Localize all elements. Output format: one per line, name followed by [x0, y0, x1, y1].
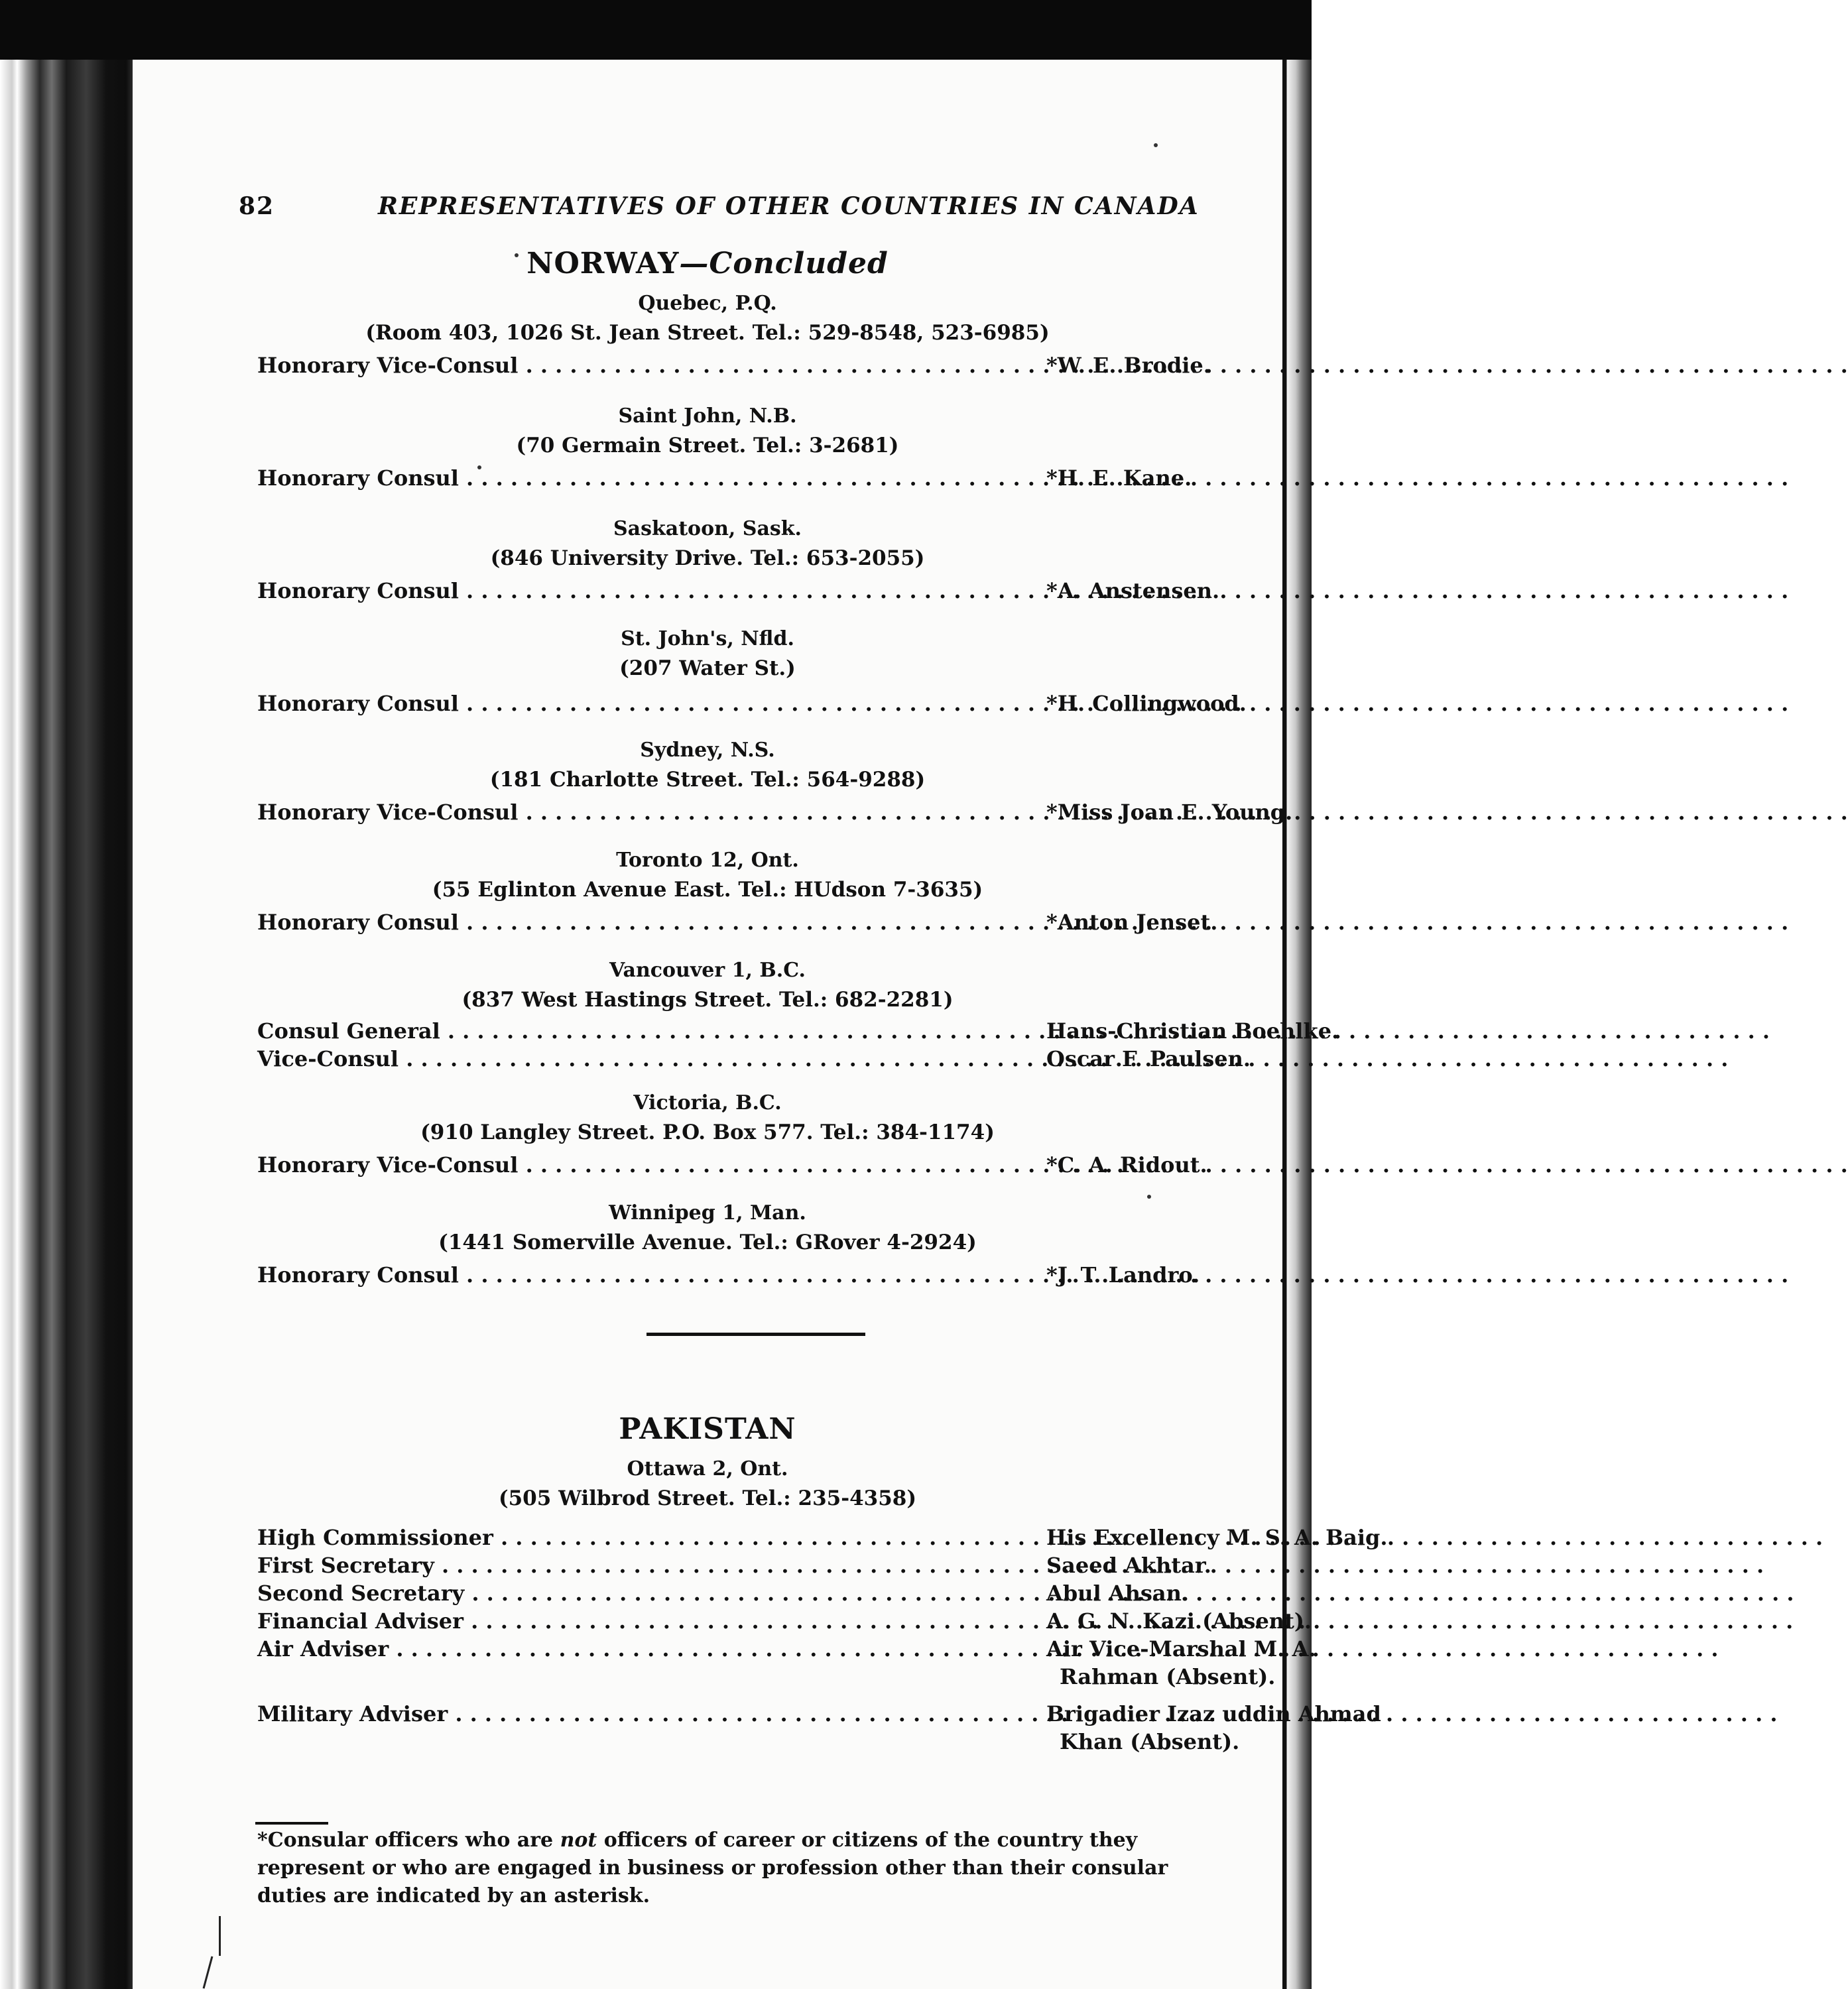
running-title: REPRESENTATIVES OF OTHER COUNTRIES IN CANADA: [378, 192, 1200, 220]
address-line: (505 Wilbrod Street. Tel.: 235-4358): [498, 1486, 917, 1510]
city-heading: Sydney, N.S.: [640, 739, 775, 762]
address-line: (Room 403, 1026 St. Jean Street. Tel.: 529-8548, 523-6985): [365, 321, 1050, 345]
concluded-label: —Concluded: [679, 247, 889, 280]
representative-row: [257, 465, 1239, 495]
position-title: Honorary Consul . . .: [257, 691, 1020, 716]
position-title: Military Adviser . . .: [257, 1701, 1020, 1726]
document-page: [133, 60, 1388, 1989]
representative-name: *Miss Joan E. Young.: [1046, 800, 1293, 825]
position-title: First Secretary . . .: [257, 1553, 1020, 1578]
representative-row: [257, 1046, 1251, 1075]
scan-mark: [219, 1916, 221, 1956]
scan-speck: [477, 465, 481, 469]
representative-row: [257, 1636, 1316, 1665]
city-heading: Winnipeg 1, Man.: [609, 1201, 806, 1225]
representative-name: His Excellency M. S. A. Baig.: [1046, 1525, 1388, 1550]
representative-name-continued: Rahman (Absent).: [1060, 1664, 1276, 1689]
position-title: Honorary Consul . . .: [257, 578, 1020, 603]
representative-row: [257, 1581, 1239, 1610]
position-title: Honorary Vice-Consul . . .: [257, 353, 1020, 378]
section-divider: [647, 1333, 865, 1336]
representative-row: [257, 1701, 1381, 1730]
representative-row: [257, 578, 1239, 607]
representative-name: *A. Anstensen.: [1046, 578, 1220, 603]
position-title: Honorary Vice-Consul . . .: [257, 1152, 1020, 1177]
representative-row: [257, 691, 1247, 720]
scan-speck: [515, 253, 519, 257]
address-line: (837 West Hastings Street. Tel.: 682-2281): [462, 988, 954, 1012]
country-name: NORWAY: [526, 247, 680, 280]
address-line: (181 Charlotte Street. Tel.: 564-9288): [489, 768, 926, 792]
position-title: Honorary Consul . . .: [257, 1262, 1020, 1288]
address-line: (55 Eglinton Avenue East. Tel.: HUdson 7-3635): [432, 878, 983, 902]
footnote-emphasis: not: [560, 1829, 597, 1852]
representative-row: [257, 800, 1293, 829]
position-title: Honorary Vice-Consul . . .: [257, 800, 1020, 825]
representative-name-continued: Khan (Absent).: [1060, 1729, 1240, 1754]
representative-name: Brigadier Izaz uddin Ahmad: [1046, 1701, 1381, 1726]
address-line: (910 Langley Street. P.O. Box 577. Tel.: 384-1174): [420, 1120, 995, 1144]
scan-top-border: [0, 0, 1312, 60]
page-number: 82: [239, 192, 275, 220]
scan-speck: [1154, 143, 1158, 147]
representative-row: [257, 353, 1239, 382]
representative-row: [257, 910, 1239, 939]
representative-name: Oscar F. Paulsen.: [1046, 1046, 1251, 1071]
city-heading: Toronto 12, Ont.: [616, 849, 799, 872]
city-heading: Vancouver 1, B.C.: [609, 959, 806, 982]
representative-name: A. G. N. Kazi (Absent).: [1046, 1608, 1312, 1634]
representative-name: Saeed Akhtar.: [1046, 1553, 1211, 1578]
footnote-rule: [255, 1822, 328, 1825]
position-title: Air Adviser . . .: [257, 1636, 1020, 1661]
position-title: Honorary Consul . . .: [257, 910, 1020, 935]
address-line: (1441 Somerville Avenue. Tel.: GRover 4-2924): [438, 1231, 977, 1254]
representative-name: *C. A. Ridout.: [1046, 1152, 1207, 1177]
city-heading: St. John's, Nfld.: [621, 627, 794, 650]
position-title: Vice-Consul . . .: [257, 1046, 1020, 1071]
city-heading: Quebec, P.Q.: [638, 292, 777, 315]
representative-name: Air Vice-Marshal M. A.: [1046, 1636, 1316, 1661]
scan-binding-edge: [0, 60, 133, 1989]
representative-row-continued: [257, 1664, 1276, 1693]
footnote: [257, 1827, 1239, 1910]
representative-row: [257, 1018, 1339, 1048]
representative-name: *W. E. Brodie.: [1046, 353, 1211, 378]
city-heading: Ottawa 2, Ont.: [627, 1457, 788, 1480]
city-heading: Saint John, N.B.: [618, 404, 797, 428]
position-title: High Commissioner . . .: [257, 1525, 1020, 1550]
position-title: Financial Adviser . . .: [257, 1608, 1020, 1634]
scan-speck: [1147, 1195, 1151, 1199]
representative-row: [257, 1152, 1239, 1181]
footnote-text: *Consular officers who are: [257, 1829, 560, 1852]
position-title: Second Secretary . . .: [257, 1581, 1020, 1606]
address-line: (70 Germain Street. Tel.: 3-2681): [516, 434, 899, 457]
footnote-text: officers of career or citizens of the country they represent or who are engaged in business or profession other than their consular duties are indicated by an asterisk.: [257, 1829, 1168, 1907]
city-heading: Victoria, B.C.: [633, 1091, 782, 1115]
address-line: (846 University Drive. Tel.: 653-2055): [490, 546, 925, 570]
address-line: (207 Water St.): [619, 656, 796, 680]
representative-name: *Anton Jenset.: [1046, 910, 1218, 935]
representative-row-continued: [257, 1729, 1239, 1758]
running-header: [239, 192, 1247, 232]
representative-row: [257, 1525, 1388, 1554]
representative-row: [257, 1608, 1312, 1638]
country-heading-norway: [133, 247, 1282, 280]
city-heading: Saskatoon, Sask.: [613, 517, 802, 540]
position-title: Consul General . . .: [257, 1018, 1020, 1044]
representative-row: [257, 1262, 1239, 1292]
scan-mark: [203, 1956, 214, 1988]
position-title: Honorary Consul . . .: [257, 465, 1020, 491]
representative-name: *H. Collingwood.: [1046, 691, 1247, 716]
representative-name: *J. T. Landro.: [1046, 1262, 1200, 1288]
representative-name: Abul Ahsan.: [1046, 1581, 1190, 1606]
representative-name: Hans-Christian Boehlke.: [1046, 1018, 1339, 1044]
representative-name: *H. E. Kane.: [1046, 465, 1192, 491]
representative-row: [257, 1553, 1239, 1582]
country-heading-pakistan: PAKISTAN: [619, 1412, 796, 1446]
